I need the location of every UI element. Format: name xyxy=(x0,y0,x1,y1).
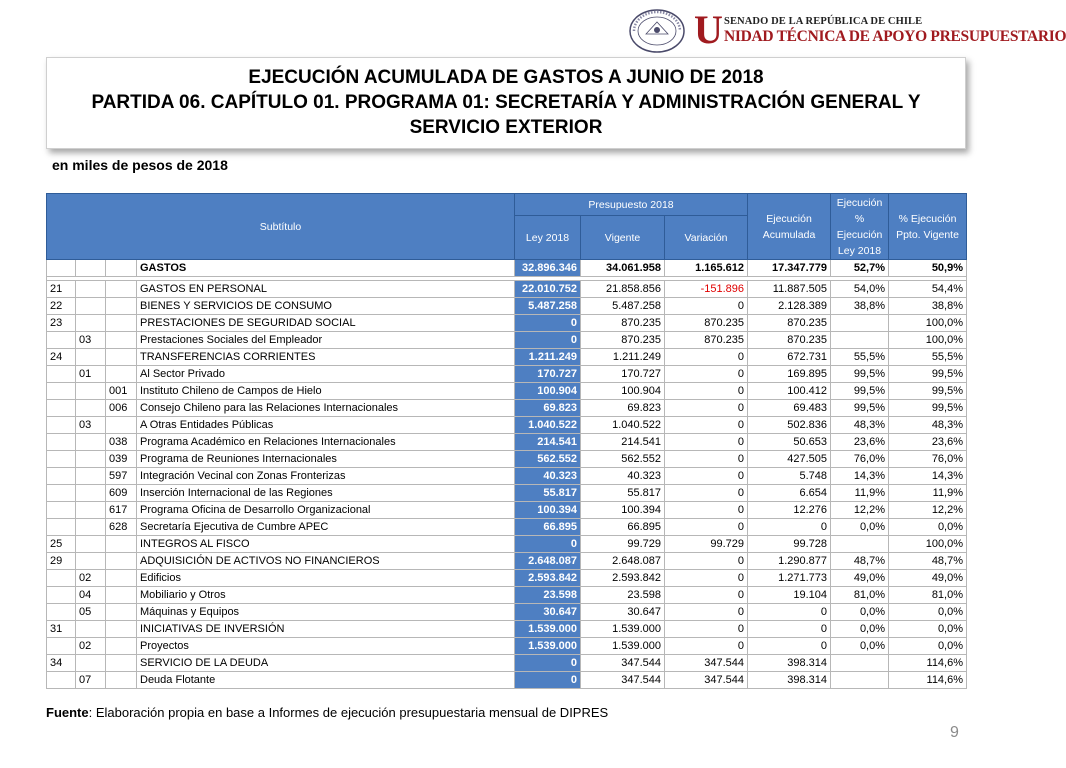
cell-subtitulo xyxy=(47,366,76,383)
cell-ejecucion-acumulada: 99.728 xyxy=(748,536,831,553)
cell-item xyxy=(76,536,106,553)
cell-variacion: 0 xyxy=(665,604,748,621)
cell-item: 03 xyxy=(76,332,106,349)
cell-asignacion xyxy=(106,536,137,553)
cell-variacion: 0 xyxy=(665,417,748,434)
cell-variacion: 0 xyxy=(665,570,748,587)
cell-pct-vigente: 14,3% xyxy=(889,468,967,485)
cell-item xyxy=(76,298,106,315)
cell-name: Máquinas y Equipos xyxy=(137,604,515,621)
page-number: 9 xyxy=(950,724,959,741)
cell-pct-vigente: 100,0% xyxy=(889,332,967,349)
senate-seal-icon xyxy=(628,8,686,54)
cell-item xyxy=(76,621,106,638)
table-row xyxy=(47,519,967,536)
cell-asignacion: 597 xyxy=(106,468,137,485)
cell-pct-ley xyxy=(831,332,889,349)
cell-ley: 100.904 xyxy=(515,383,581,400)
table-row xyxy=(47,434,967,451)
cell-vigente: 870.235 xyxy=(581,332,665,349)
cell-pct-vigente: 99,5% xyxy=(889,400,967,417)
title-line-3: SERVICIO EXTERIOR xyxy=(409,117,603,138)
cell-subtitulo xyxy=(47,468,76,485)
cell-ejecucion-acumulada: 5.748 xyxy=(748,468,831,485)
cell-variacion: 0 xyxy=(665,485,748,502)
cell-subtitulo xyxy=(47,570,76,587)
cell-item xyxy=(76,281,106,298)
cell-vigente: 1.539.000 xyxy=(581,638,665,655)
cell-variacion: 0 xyxy=(665,502,748,519)
cell-pct-vigente: 48,7% xyxy=(889,553,967,570)
cell-pct-ley: 99,5% xyxy=(831,366,889,383)
units-label: en miles de pesos de 2018 xyxy=(52,157,228,173)
cell-pct-ley: 81,0% xyxy=(831,587,889,604)
cell-variacion: 0 xyxy=(665,383,748,400)
cell-ejecucion-acumulada: 17.347.779 xyxy=(748,260,831,277)
cell-name: INICIATIVAS DE INVERSIÓN xyxy=(137,621,515,638)
header-subtitulo: Subtítulo xyxy=(47,194,515,260)
cell-asignacion xyxy=(106,332,137,349)
table-row xyxy=(47,485,967,502)
cell-asignacion xyxy=(106,281,137,298)
cell-pct-ley: 99,5% xyxy=(831,400,889,417)
cell-ley: 30.647 xyxy=(515,604,581,621)
cell-item xyxy=(76,434,106,451)
cell-pct-ley: 49,0% xyxy=(831,570,889,587)
cell-subtitulo xyxy=(47,383,76,400)
cell-ley: 1.539.000 xyxy=(515,621,581,638)
header-ejecucion-pct-vigente: % Ejecución Ppto. Vigente xyxy=(889,194,967,260)
cell-variacion: 870.235 xyxy=(665,332,748,349)
cell-asignacion xyxy=(106,655,137,672)
cell-ley: 69.823 xyxy=(515,400,581,417)
cell-variacion: 0 xyxy=(665,621,748,638)
cell-item xyxy=(76,315,106,332)
cell-pct-vigente: 100,0% xyxy=(889,536,967,553)
table-row xyxy=(47,349,967,366)
cell-ejecucion-acumulada: 502.836 xyxy=(748,417,831,434)
cell-item: 05 xyxy=(76,604,106,621)
cell-subtitulo xyxy=(47,332,76,349)
cell-item xyxy=(76,400,106,417)
header-vigente: Vigente xyxy=(581,216,665,260)
cell-vigente: 100.904 xyxy=(581,383,665,400)
cell-name: Edificios xyxy=(137,570,515,587)
cell-variacion: 0 xyxy=(665,587,748,604)
cell-asignacion xyxy=(106,417,137,434)
cell-subtitulo xyxy=(47,604,76,621)
cell-pct-ley: 52,7% xyxy=(831,260,889,277)
cell-vigente: 347.544 xyxy=(581,655,665,672)
cell-item xyxy=(76,383,106,400)
cell-pct-ley: 99,5% xyxy=(831,383,889,400)
cell-ley: 1.211.249 xyxy=(515,349,581,366)
cell-variacion: 0 xyxy=(665,553,748,570)
cell-vigente: 69.823 xyxy=(581,400,665,417)
cell-ley: 2.648.087 xyxy=(515,553,581,570)
cell-item: 02 xyxy=(76,638,106,655)
cell-asignacion xyxy=(106,570,137,587)
cell-vigente: 99.729 xyxy=(581,536,665,553)
cell-item xyxy=(76,349,106,366)
cell-asignacion xyxy=(106,604,137,621)
cell-subtitulo: 21 xyxy=(47,281,76,298)
cell-variacion: 0 xyxy=(665,366,748,383)
cell-pct-ley: 48,3% xyxy=(831,417,889,434)
table-row xyxy=(47,536,967,553)
cell-name: Instituto Chileno de Campos de Hielo xyxy=(137,383,515,400)
cell-pct-vigente: 54,4% xyxy=(889,281,967,298)
logo-letter: U xyxy=(694,7,723,52)
cell-vigente: 214.541 xyxy=(581,434,665,451)
table-row xyxy=(47,451,967,468)
cell-item: 07 xyxy=(76,672,106,689)
cell-pct-ley: 54,0% xyxy=(831,281,889,298)
cell-asignacion xyxy=(106,553,137,570)
cell-asignacion xyxy=(106,260,137,277)
cell-ejecucion-acumulada: 6.654 xyxy=(748,485,831,502)
cell-pct-ley: 12,2% xyxy=(831,502,889,519)
table-row xyxy=(47,366,967,383)
cell-ley: 100.394 xyxy=(515,502,581,519)
cell-variacion: 0 xyxy=(665,519,748,536)
cell-variacion: 347.544 xyxy=(665,672,748,689)
cell-vigente: 1.539.000 xyxy=(581,621,665,638)
cell-item xyxy=(76,553,106,570)
cell-vigente: 21.858.856 xyxy=(581,281,665,298)
cell-pct-ley: 0,0% xyxy=(831,638,889,655)
cell-name: INTEGROS AL FISCO xyxy=(137,536,515,553)
cell-ejecucion-acumulada: 100.412 xyxy=(748,383,831,400)
cell-pct-vigente: 55,5% xyxy=(889,349,967,366)
cell-pct-vigente: 11,9% xyxy=(889,485,967,502)
cell-asignacion xyxy=(106,298,137,315)
cell-asignacion: 628 xyxy=(106,519,137,536)
budget-table-body xyxy=(47,260,967,689)
cell-pct-vigente: 23,6% xyxy=(889,434,967,451)
cell-subtitulo xyxy=(47,587,76,604)
cell-name: Programa Académico en Relaciones Internacionales xyxy=(137,434,515,451)
header-ejecucion-acumulada: Ejecución Acumulada xyxy=(748,194,831,260)
cell-asignacion: 617 xyxy=(106,502,137,519)
table-row xyxy=(47,655,967,672)
logo-top-text: SENADO DE LA REPÚBLICA DE CHILE xyxy=(724,16,923,27)
cell-ejecucion-acumulada: 398.314 xyxy=(748,655,831,672)
cell-subtitulo xyxy=(47,502,76,519)
cell-name: A Otras Entidades Públicas xyxy=(137,417,515,434)
cell-vigente: 34.061.958 xyxy=(581,260,665,277)
cell-vigente: 2.593.842 xyxy=(581,570,665,587)
cell-asignacion xyxy=(106,621,137,638)
table-total-row xyxy=(47,260,967,277)
cell-ley: 1.539.000 xyxy=(515,638,581,655)
source-label: Fuente xyxy=(46,705,89,720)
table-row xyxy=(47,281,967,298)
cell-pct-vigente: 12,2% xyxy=(889,502,967,519)
cell-vigente: 347.544 xyxy=(581,672,665,689)
cell-vigente: 40.323 xyxy=(581,468,665,485)
cell-vigente: 1.040.522 xyxy=(581,417,665,434)
cell-pct-ley: 14,3% xyxy=(831,468,889,485)
cell-vigente: 5.487.258 xyxy=(581,298,665,315)
cell-asignacion xyxy=(106,349,137,366)
source-text: : Elaboración propia en base a Informes de ejecución presupuestaria mensual de DIPRES xyxy=(88,705,609,720)
cell-name: TRANSFERENCIAS CORRIENTES xyxy=(137,349,515,366)
cell-asignacion: 039 xyxy=(106,451,137,468)
cell-ejecucion-acumulada: 12.276 xyxy=(748,502,831,519)
cell-asignacion: 609 xyxy=(106,485,137,502)
cell-ley: 0 xyxy=(515,332,581,349)
cell-item: 02 xyxy=(76,570,106,587)
cell-subtitulo: 29 xyxy=(47,553,76,570)
cell-ejecucion-acumulada: 0 xyxy=(748,638,831,655)
header-presupuesto: Presupuesto 2018 xyxy=(515,194,748,216)
cell-asignacion xyxy=(106,315,137,332)
table-row xyxy=(47,604,967,621)
cell-asignacion: 006 xyxy=(106,400,137,417)
logo-bottom-text: NIDAD TÉCNICA DE APOYO PRESUPUESTARIO xyxy=(724,28,1066,45)
cell-ejecucion-acumulada: 1.271.773 xyxy=(748,570,831,587)
table-row xyxy=(47,553,967,570)
cell-asignacion: 038 xyxy=(106,434,137,451)
table-row xyxy=(47,672,967,689)
cell-vigente: 562.552 xyxy=(581,451,665,468)
cell-pct-ley: 11,9% xyxy=(831,485,889,502)
cell-pct-vigente: 0,0% xyxy=(889,638,967,655)
cell-ejecucion-acumulada: 398.314 xyxy=(748,672,831,689)
cell-name: ADQUISICIÓN DE ACTIVOS NO FINANCIEROS xyxy=(137,553,515,570)
cell-ejecucion-acumulada: 50.653 xyxy=(748,434,831,451)
title-line-1: EJECUCIÓN ACUMULADA DE GASTOS A JUNIO DE 2018 xyxy=(248,67,764,88)
title-box xyxy=(46,57,966,149)
cell-ejecucion-acumulada: 0 xyxy=(748,621,831,638)
table-row xyxy=(47,417,967,434)
cell-pct-ley xyxy=(831,672,889,689)
cell-pct-vigente: 114,6% xyxy=(889,655,967,672)
cell-pct-ley xyxy=(831,536,889,553)
header-variacion: Variación xyxy=(665,216,748,260)
cell-pct-vigente: 114,6% xyxy=(889,672,967,689)
cell-variacion: 0 xyxy=(665,400,748,417)
cell-vigente: 1.211.249 xyxy=(581,349,665,366)
cell-ley: 0 xyxy=(515,672,581,689)
cell-item xyxy=(76,260,106,277)
cell-name: Consejo Chileno para las Relaciones Internacionales xyxy=(137,400,515,417)
cell-subtitulo xyxy=(47,260,76,277)
cell-vigente: 170.727 xyxy=(581,366,665,383)
cell-ley: 40.323 xyxy=(515,468,581,485)
cell-name: Al Sector Privado xyxy=(137,366,515,383)
title-line-2: PARTIDA 06. CAPÍTULO 01. PROGRAMA 01: SECRETARÍA Y ADMINISTRACIÓN GENERAL Y xyxy=(91,92,921,113)
table-row xyxy=(47,315,967,332)
cell-ejecucion-acumulada: 0 xyxy=(748,519,831,536)
cell-ley: 2.593.842 xyxy=(515,570,581,587)
cell-name: BIENES Y SERVICIOS DE CONSUMO xyxy=(137,298,515,315)
cell-vigente: 55.817 xyxy=(581,485,665,502)
cell-name: SERVICIO DE LA DEUDA xyxy=(137,655,515,672)
cell-pct-vigente: 0,0% xyxy=(889,519,967,536)
cell-ley: 0 xyxy=(515,536,581,553)
cell-vigente: 30.647 xyxy=(581,604,665,621)
cell-pct-ley: 23,6% xyxy=(831,434,889,451)
cell-name: Secretaría Ejecutiva de Cumbre APEC xyxy=(137,519,515,536)
cell-pct-ley: 0,0% xyxy=(831,604,889,621)
cell-subtitulo xyxy=(47,672,76,689)
cell-name: Mobiliario y Otros xyxy=(137,587,515,604)
cell-ley: 170.727 xyxy=(515,366,581,383)
cell-ley: 55.817 xyxy=(515,485,581,502)
table-row xyxy=(47,587,967,604)
cell-ejecucion-acumulada: 169.895 xyxy=(748,366,831,383)
cell-ejecucion-acumulada: 69.483 xyxy=(748,400,831,417)
cell-subtitulo xyxy=(47,434,76,451)
cell-name: Deuda Flotante xyxy=(137,672,515,689)
cell-variacion: 0 xyxy=(665,298,748,315)
cell-pct-vigente: 99,5% xyxy=(889,366,967,383)
cell-vigente: 66.895 xyxy=(581,519,665,536)
cell-pct-ley xyxy=(831,315,889,332)
cell-ley: 32.896.346 xyxy=(515,260,581,277)
table-row xyxy=(47,298,967,315)
cell-variacion: 0 xyxy=(665,468,748,485)
cell-pct-vigente: 81,0% xyxy=(889,587,967,604)
cell-subtitulo: 31 xyxy=(47,621,76,638)
cell-subtitulo: 34 xyxy=(47,655,76,672)
cell-ley: 22.010.752 xyxy=(515,281,581,298)
cell-pct-vigente: 0,0% xyxy=(889,621,967,638)
cell-ejecucion-acumulada: 1.290.877 xyxy=(748,553,831,570)
cell-pct-vigente: 99,5% xyxy=(889,383,967,400)
budget-table xyxy=(46,193,967,689)
cell-vigente: 100.394 xyxy=(581,502,665,519)
table-row xyxy=(47,400,967,417)
cell-ley: 5.487.258 xyxy=(515,298,581,315)
cell-pct-ley xyxy=(831,655,889,672)
cell-ley: 1.040.522 xyxy=(515,417,581,434)
cell-variacion: 0 xyxy=(665,451,748,468)
cell-name: GASTOS EN PERSONAL xyxy=(137,281,515,298)
cell-ley: 66.895 xyxy=(515,519,581,536)
cell-subtitulo xyxy=(47,417,76,434)
table-row xyxy=(47,332,967,349)
cell-subtitulo: 23 xyxy=(47,315,76,332)
cell-subtitulo xyxy=(47,400,76,417)
cell-vigente: 870.235 xyxy=(581,315,665,332)
cell-ley: 214.541 xyxy=(515,434,581,451)
cell-item: 04 xyxy=(76,587,106,604)
cell-subtitulo: 25 xyxy=(47,536,76,553)
source-note xyxy=(46,705,608,720)
table-row xyxy=(47,638,967,655)
cell-subtitulo: 22 xyxy=(47,298,76,315)
cell-pct-ley: 0,0% xyxy=(831,519,889,536)
cell-name: Integración Vecinal con Zonas Fronterizas xyxy=(137,468,515,485)
cell-pct-ley: 76,0% xyxy=(831,451,889,468)
cell-ejecucion-acumulada: 427.505 xyxy=(748,451,831,468)
cell-ley: 0 xyxy=(515,655,581,672)
cell-variacion: 870.235 xyxy=(665,315,748,332)
cell-item xyxy=(76,451,106,468)
cell-pct-vigente: 49,0% xyxy=(889,570,967,587)
cell-ejecucion-acumulada: 11.887.505 xyxy=(748,281,831,298)
cell-pct-ley: 48,7% xyxy=(831,553,889,570)
header-ley: Ley 2018 xyxy=(515,216,581,260)
cell-variacion: 0 xyxy=(665,434,748,451)
cell-ejecucion-acumulada: 672.731 xyxy=(748,349,831,366)
table-row xyxy=(47,570,967,587)
cell-subtitulo xyxy=(47,519,76,536)
header-ejecucion-pct-ley: Ejecución % Ejecución Ley 2018 xyxy=(831,194,889,260)
cell-asignacion xyxy=(106,587,137,604)
cell-subtitulo xyxy=(47,485,76,502)
cell-variacion: -151.896 xyxy=(665,281,748,298)
cell-ley: 562.552 xyxy=(515,451,581,468)
cell-pct-vigente: 100,0% xyxy=(889,315,967,332)
cell-item xyxy=(76,655,106,672)
cell-ejecucion-acumulada: 19.104 xyxy=(748,587,831,604)
cell-variacion: 0 xyxy=(665,638,748,655)
cell-name: Prestaciones Sociales del Empleador xyxy=(137,332,515,349)
senate-logo xyxy=(628,7,1066,56)
cell-ley: 23.598 xyxy=(515,587,581,604)
table-row xyxy=(47,468,967,485)
cell-subtitulo: 24 xyxy=(47,349,76,366)
cell-asignacion xyxy=(106,638,137,655)
cell-pct-vigente: 76,0% xyxy=(889,451,967,468)
cell-pct-vigente: 48,3% xyxy=(889,417,967,434)
cell-item xyxy=(76,485,106,502)
cell-pct-ley: 55,5% xyxy=(831,349,889,366)
cell-asignacion: 001 xyxy=(106,383,137,400)
cell-asignacion xyxy=(106,672,137,689)
cell-item xyxy=(76,468,106,485)
cell-pct-vigente: 50,9% xyxy=(889,260,967,277)
cell-vigente: 23.598 xyxy=(581,587,665,604)
cell-name: GASTOS xyxy=(137,260,515,277)
cell-item: 01 xyxy=(76,366,106,383)
cell-name: PRESTACIONES DE SEGURIDAD SOCIAL xyxy=(137,315,515,332)
cell-ejecucion-acumulada: 0 xyxy=(748,604,831,621)
cell-ley: 0 xyxy=(515,315,581,332)
cell-pct-ley: 38,8% xyxy=(831,298,889,315)
cell-item xyxy=(76,519,106,536)
cell-variacion: 1.165.612 xyxy=(665,260,748,277)
table-row xyxy=(47,383,967,400)
cell-pct-ley: 0,0% xyxy=(831,621,889,638)
cell-ejecucion-acumulada: 870.235 xyxy=(748,315,831,332)
table-row xyxy=(47,502,967,519)
cell-subtitulo xyxy=(47,638,76,655)
cell-item xyxy=(76,502,106,519)
cell-pct-vigente: 0,0% xyxy=(889,604,967,621)
cell-name: Programa de Reuniones Internacionales xyxy=(137,451,515,468)
cell-pct-vigente: 38,8% xyxy=(889,298,967,315)
cell-subtitulo xyxy=(47,451,76,468)
cell-asignacion xyxy=(106,366,137,383)
cell-variacion: 99.729 xyxy=(665,536,748,553)
cell-variacion: 0 xyxy=(665,349,748,366)
cell-variacion: 347.544 xyxy=(665,655,748,672)
table-row xyxy=(47,621,967,638)
cell-item: 03 xyxy=(76,417,106,434)
cell-vigente: 2.648.087 xyxy=(581,553,665,570)
cell-name: Programa Oficina de Desarrollo Organizacional xyxy=(137,502,515,519)
cell-ejecucion-acumulada: 870.235 xyxy=(748,332,831,349)
cell-name: Proyectos xyxy=(137,638,515,655)
cell-name: Inserción Internacional de las Regiones xyxy=(137,485,515,502)
cell-ejecucion-acumulada: 2.128.389 xyxy=(748,298,831,315)
